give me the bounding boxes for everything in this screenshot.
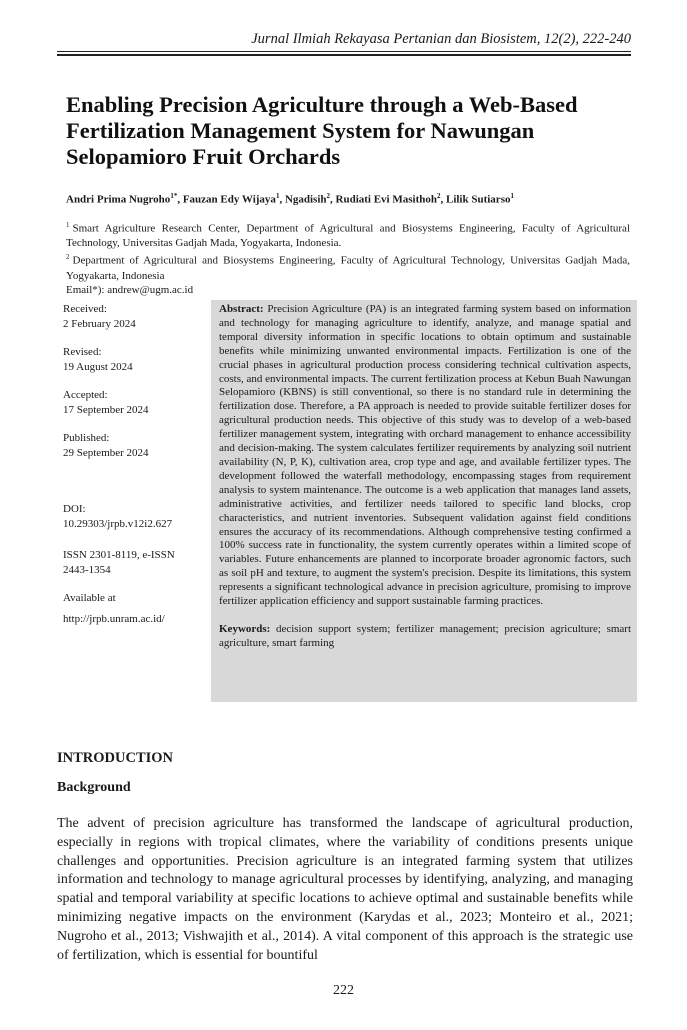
affiliations	[66, 218, 630, 297]
author-affiliation-mark: 1*	[170, 192, 178, 200]
keywords-text: decision support system; fertilizer management; precision agriculture; smart agriculture, smart farming	[219, 622, 632, 649]
author-name: Ngadisih	[284, 193, 327, 206]
doi-block	[63, 502, 203, 531]
author-affiliation-mark: 2	[326, 192, 331, 200]
author-name: Rudiati Evi Masithoh	[335, 193, 437, 206]
abstract-label: Abstract:	[219, 303, 264, 315]
keywords-label: Keywords:	[219, 622, 271, 635]
affiliation-2	[66, 250, 630, 282]
revised-label: Revised:	[63, 346, 102, 358]
journal-header: Jurnal Ilmiah Rekayasa Pertanian dan Biosistem, 12(2), 222-240	[251, 31, 631, 47]
accepted-date: 17 September 2024	[63, 403, 149, 416]
revised-date: 19 August 2024	[63, 360, 133, 373]
doi-label: DOI:	[63, 503, 86, 515]
received-date: 2 February 2024	[63, 317, 136, 330]
body-paragraph: The advent of precision agriculture has transformed the landscape of agricultural production, especially in regions with tropical climates, where the variability of conditions presents unique challenges and opportunities. Precision agriculture is an integrated farming system that utilizes information and technology to manage agricultural processes by identifying, analyzing, and managing spatial and temporal variability at specific locations to achieve optimal and sustainable benefits while minimizing negative impacts on the environment (Karydas et al., 2023; Monteiro et al., 2021; Nugroho et al., 2013; Vishwajith et al., 2014). A vital component of this approach is the strategic use of fertilization, which is essential for bountiful	[57, 816, 633, 963]
affiliation-number: 2	[66, 253, 70, 262]
affiliation-1	[66, 218, 630, 250]
revised-block	[63, 345, 203, 374]
author-affiliation-mark: 1	[510, 192, 514, 200]
published-date: 29 September 2024	[63, 446, 149, 459]
published-label: Published:	[63, 432, 110, 444]
keywords-paragraph	[219, 623, 631, 651]
author-list: Andri Prima Nugroho$^{1*}$, Fauzan Edy Wijaya$^1$, Ngadisih$^2$, Rudiati Evi Masithoh$^2$, Lilik Sutiarso$^1$	[66, 192, 514, 206]
issn: ISSN 2301-8119, e-ISSN 2443-1354	[63, 549, 175, 576]
page-number: 222	[333, 983, 354, 998]
affiliation-text: Department of Agricultural and Biosystems Engineering, Faculty of Agricultural Technology, Universitas Gadjah Mada, Yogyakarta, Indonesia	[66, 255, 630, 282]
subsection-heading-background: Background	[57, 780, 131, 795]
abstract-box	[211, 300, 637, 702]
corresponding-email: Email*): andrew@ugm.ac.id	[66, 283, 194, 296]
header-rule	[57, 51, 631, 52]
doi-value[interactable]: 10.29303/jrpb.v12i2.627	[63, 517, 173, 530]
author-name: Lilik Sutiarso	[445, 193, 511, 206]
received-block	[63, 302, 203, 331]
availability-block	[63, 591, 203, 626]
affiliation-number: 1	[66, 221, 70, 229]
abstract-paragraph	[219, 303, 631, 609]
accepted-label: Accepted:	[63, 389, 108, 401]
author-name: Andri Prima Nugroho	[66, 193, 171, 206]
author-affiliation-mark: 1	[275, 192, 280, 200]
affiliation-text: Smart Agriculture Research Center, Department of Agricultural and Biosystems Engineering, Faculty of Agricultural Technology, Universitas Gadjah Mada, Yogyakarta, Indonesia.	[66, 222, 630, 250]
journal-url[interactable]: http://jrpb.unram.ac.id/	[63, 612, 165, 625]
section-heading-introduction: INTRODUCTION	[57, 750, 174, 766]
received-label: Received:	[63, 303, 107, 315]
published-block	[63, 431, 203, 460]
header-rule-thick	[57, 54, 631, 56]
paper-title: Enabling Precision Agriculture through a Web-Based Fertilization Management System for Nawungan Selopamioro Fruit Orchards	[66, 92, 578, 169]
author-affiliation-mark: 2	[436, 192, 441, 200]
available-label: Available at	[63, 592, 116, 604]
abstract-text: Precision Agriculture (PA) is an integrated farming system based on information and technology for managing agriculture to identify, analyze, and manage spatial and temporal diversity information in specific locations to obtain optimum and sustainable benefits while minimizing unwanted environmental impacts. Fertilization is one of the crucial phases in agricultural production process considering technical cultivation aspects, costs, and environmental impacts. The current fertilization process at Kebun Buah Nawungan Selopamioro (KBNS) is still conventional, so there is no standard rule in determining the fertilization dose. Therefore, a PA approach is needed to provide suitable fertilizer doses for agricultural production needs. This objective of this study was to develop of a web-based fertilizer management system, integrating with orchard management to enhance accessibility and decision-making. The system calculates fertilizer requirements by analyzing soil nutrient availability (N, P, K), cultivation area, crop type and age, and available fertilizer types. The development followed the waterfall methodology, encompassing stages from requirement analysis to system maintenance. The outcome is a web application that manages land assets, administrative activities, and fertilizer needs tailored to specific land blocks, crop characteristics, and nutrient inventories. Subsequent validation against field conditions ensures the accuracy of its recommendations. Although comprehensive testing confirmed a 100% success rate in functionality, the system currently operates within a limited scope of variables. Future enhancements are planned to incorporate broader agronomic factors, such as soil pH and texture, to augment the system's precision. Despite its limitations, this system represents a significant technological advance in precision agriculture, promising to improve fertilizer application efficiency and support sustainable farming practices.	[219, 303, 632, 608]
author-name: Fauzan Edy Wijaya	[182, 193, 276, 206]
accepted-block	[63, 388, 203, 417]
